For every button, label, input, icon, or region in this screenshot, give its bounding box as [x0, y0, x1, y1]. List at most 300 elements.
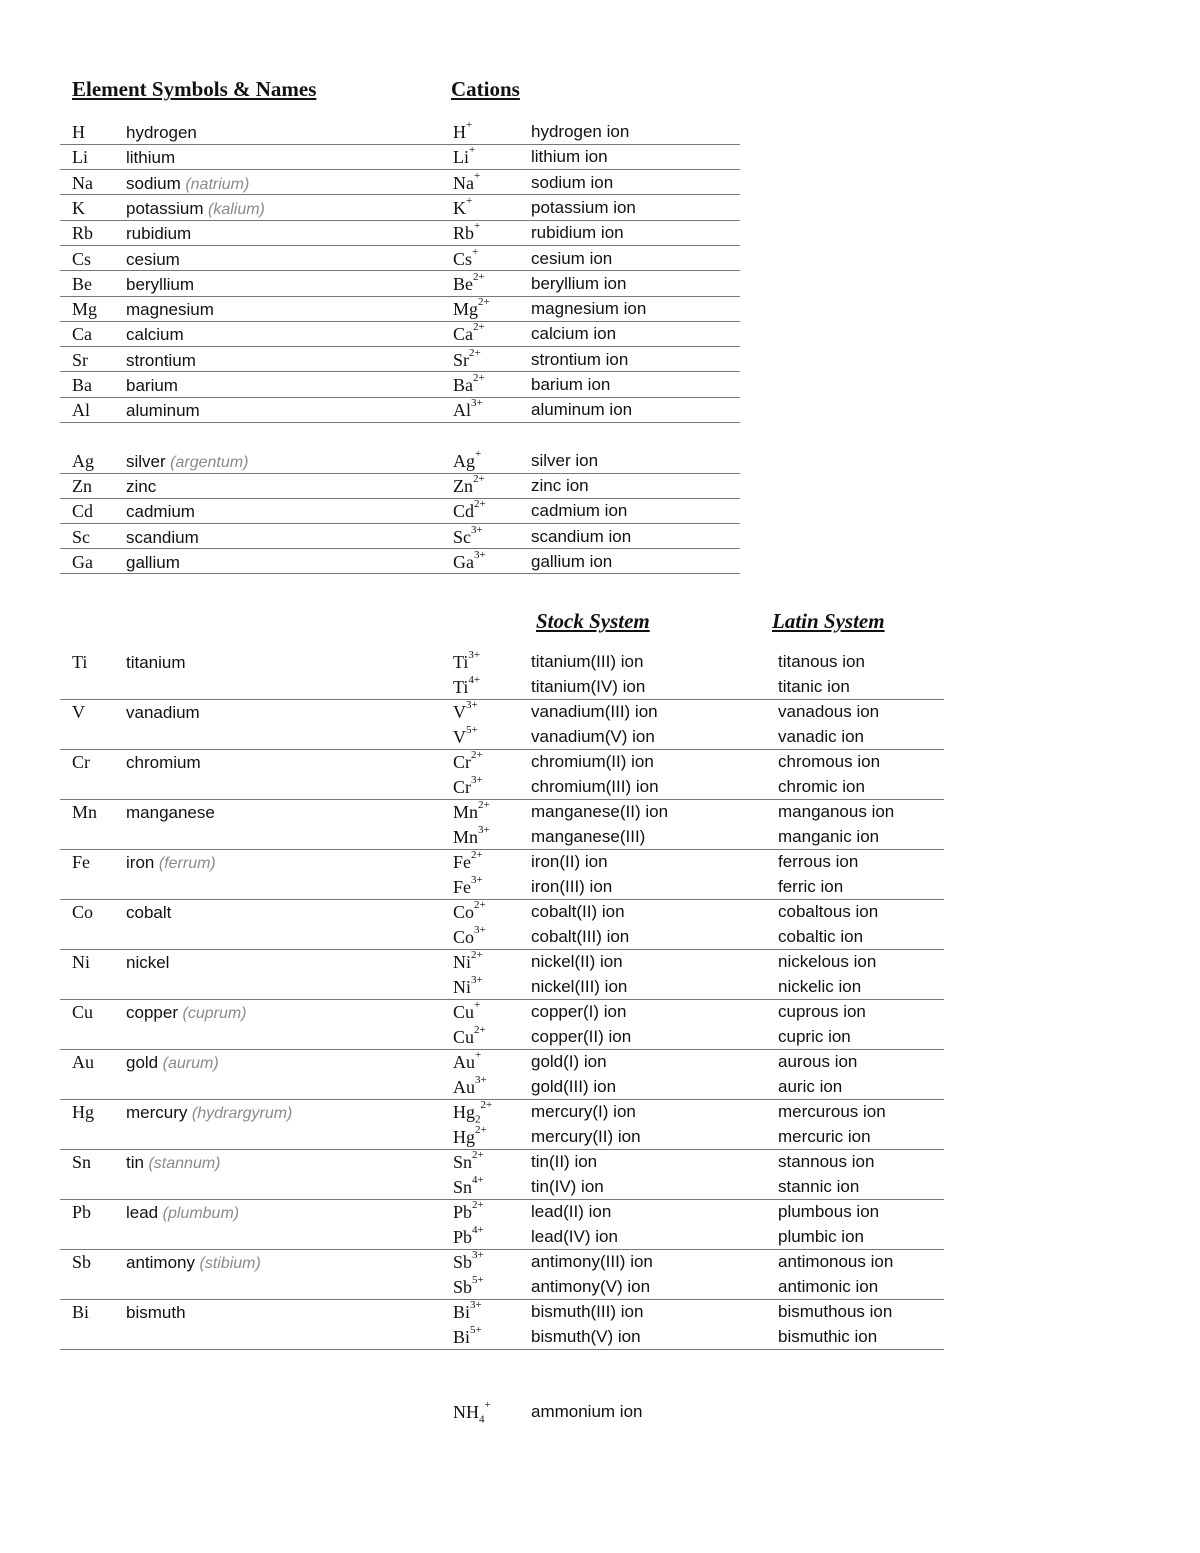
- element-symbol: V: [72, 702, 85, 722]
- table-row: [60, 1050, 944, 1100]
- ion-charge: 5+: [472, 1274, 484, 1286]
- ion-charge: +: [466, 194, 473, 207]
- element-name-cell: [126, 122, 197, 143]
- element-name-cell: [126, 527, 199, 548]
- element-name-cell: [126, 375, 178, 396]
- latin-name: (argentum): [170, 454, 249, 471]
- latin-system-name: antimonous ion: [778, 1252, 894, 1271]
- latin-system-name: cobaltous ion: [778, 902, 879, 921]
- element-symbol: Ca: [72, 324, 92, 345]
- element-name: gallium: [126, 552, 180, 572]
- latin-system-name: titanic ion: [778, 677, 850, 696]
- table-row: [60, 850, 944, 900]
- ion-charge: 2+: [472, 1199, 484, 1211]
- ion-name: zinc ion: [531, 476, 589, 496]
- ion-name: gallium ion: [531, 551, 613, 571]
- element-name-cell: [126, 1052, 219, 1074]
- ion-formula: [453, 799, 490, 822]
- table-row: [60, 800, 944, 850]
- element-name: manganese: [126, 803, 215, 822]
- element-symbol: Fe: [72, 852, 90, 872]
- element-name-cell: [126, 802, 215, 823]
- ion-formula: [453, 724, 478, 747]
- element-name-cell: [126, 1002, 247, 1024]
- ion-name: scandium ion: [531, 526, 632, 546]
- latin-system-name: chromic ion: [778, 777, 865, 796]
- stock-name: antimony(V) ion: [531, 1277, 651, 1296]
- ion-symbol: Ti: [453, 652, 469, 672]
- latin-name: (hydrargyrum): [191, 1105, 293, 1122]
- ion-symbol: Au: [453, 1077, 475, 1097]
- stock-name: titanium(III) ion: [531, 652, 644, 671]
- ion-symbol: Mn: [453, 827, 479, 847]
- ion-formula: [453, 220, 481, 244]
- table-row: [60, 525, 740, 550]
- stock-name: nickel(III) ion: [531, 977, 628, 996]
- latin-name: (aurum): [162, 1055, 219, 1072]
- latin-name: (stibium): [199, 1255, 261, 1272]
- ion-symbol: Ca: [453, 324, 473, 345]
- ion-formula: [453, 296, 490, 320]
- element-symbol: Au: [72, 1052, 94, 1072]
- ion-name: rubidium ion: [531, 223, 624, 243]
- latin-system-name: antimonic ion: [778, 1277, 879, 1296]
- element-name: cobalt: [126, 903, 172, 922]
- element-symbol: Ag: [72, 451, 94, 471]
- ion-symbol: Cs: [453, 248, 473, 269]
- ion-symbol: Fe: [453, 852, 471, 872]
- latin-system-name: ferric ion: [778, 877, 844, 896]
- ion-symbol: Sn: [453, 1177, 473, 1197]
- stock-name: copper(II) ion: [531, 1027, 632, 1046]
- stock-name: nickel(II) ion: [531, 952, 623, 971]
- ion-symbol: Cu: [453, 1027, 475, 1047]
- ion-charge: 2+: [469, 346, 481, 359]
- ion-symbol: Cu: [453, 1002, 475, 1022]
- element-name-cell: [126, 702, 200, 723]
- ion-formula: [453, 1049, 482, 1072]
- element-name-cell: [126, 173, 249, 195]
- ion-charge: 3+: [471, 397, 483, 410]
- element-name: lead: [126, 1203, 159, 1222]
- ion-name: barium ion: [531, 375, 611, 394]
- table-row: [60, 1200, 944, 1250]
- ion-name: cadmium ion: [531, 501, 628, 521]
- ion-formula: [453, 1174, 484, 1197]
- ion-symbol: Cr: [453, 752, 471, 772]
- ion-charge: +: [484, 1399, 491, 1411]
- ion-charge: 2+: [480, 1099, 493, 1111]
- ion-formula: [453, 245, 479, 269]
- ion-formula: [453, 346, 481, 370]
- ion-charge: 3+: [474, 548, 486, 561]
- latin-system-name: titanous ion: [778, 652, 865, 671]
- ion-symbol: Co: [453, 927, 475, 947]
- ion-charge: +: [472, 245, 479, 258]
- latin-system-name: stannic ion: [778, 1177, 860, 1196]
- element-name: calcium: [126, 325, 184, 345]
- table-row: [60, 1100, 944, 1150]
- ion-symbol: Hg: [453, 1102, 475, 1122]
- stock-name: copper(I) ion: [531, 1002, 627, 1021]
- latin-system-name: stannous ion: [778, 1152, 875, 1171]
- ion-charge: 2+: [475, 1124, 487, 1136]
- element-symbol: Co: [72, 902, 94, 922]
- stock-system-header: Stock System: [536, 609, 650, 633]
- element-name-cell: [126, 902, 171, 923]
- element-name-cell: [126, 299, 214, 320]
- ion-formula: [453, 824, 490, 847]
- ion-formula: [453, 270, 485, 294]
- element-name: copper: [126, 1003, 178, 1022]
- latin-system-name: cupric ion: [778, 1027, 851, 1046]
- stock-name: mercury(I) ion: [531, 1102, 636, 1121]
- element-symbol: Cr: [72, 752, 90, 772]
- stock-name: tin(II) ion: [531, 1152, 598, 1171]
- stock-name: lead(IV) ion: [531, 1227, 618, 1246]
- ion-name: hydrogen ion: [531, 122, 630, 141]
- ion-symbol: Co: [453, 902, 475, 922]
- element-name: sodium: [126, 173, 181, 193]
- ion-charge: 2+: [473, 321, 485, 334]
- latin-name: (plumbum): [162, 1205, 240, 1222]
- element-name: mercury: [126, 1103, 188, 1122]
- ion-formula: [453, 774, 483, 797]
- element-name-cell: [126, 147, 175, 168]
- ion-charge: 2+: [478, 296, 490, 309]
- element-name: magnesium: [126, 300, 214, 320]
- element-symbol: H: [72, 122, 85, 142]
- element-name: aluminum: [126, 401, 200, 421]
- ion-name: calcium ion: [531, 324, 617, 344]
- stock-name: tin(IV) ion: [531, 1177, 604, 1196]
- element-symbol: Sr: [72, 349, 89, 370]
- table-row: [60, 247, 740, 272]
- stock-name: titanium(IV) ion: [531, 677, 646, 696]
- latin-name: (natrium): [185, 175, 250, 193]
- ion-formula: [453, 1024, 486, 1047]
- table-row: [60, 171, 740, 196]
- ion-charge: 3+: [471, 974, 483, 986]
- ion-charge: 3+: [471, 523, 483, 536]
- ion-symbol: Pb: [453, 1202, 473, 1222]
- element-name-cell: [126, 451, 248, 473]
- stock-name: mercury(II) ion: [531, 1127, 641, 1146]
- ion-name: silver ion: [531, 451, 599, 470]
- element-symbol: Li: [72, 147, 88, 168]
- latin-system-name: nickelous ion: [778, 952, 877, 971]
- element-name-cell: [126, 552, 180, 573]
- ion-formula: [453, 321, 485, 345]
- ion-name: cesium ion: [531, 248, 613, 268]
- stock-name: iron(II) ion: [531, 852, 608, 871]
- ion-formula: [453, 397, 483, 421]
- ion-symbol: Cr: [453, 777, 471, 797]
- ion-charge: 3+: [470, 1299, 482, 1311]
- ion-charge: 2+: [474, 498, 486, 511]
- element-symbol: K: [72, 197, 85, 218]
- stock-name: lead(II) ion: [531, 1202, 612, 1221]
- element-name: lithium: [126, 148, 176, 168]
- stock-name: bismuth(V) ion: [531, 1327, 641, 1346]
- ion-charge: +: [474, 169, 481, 182]
- element-name-cell: [126, 752, 201, 773]
- element-name: iron: [126, 853, 155, 872]
- ion-symbol: K: [453, 197, 466, 218]
- element-name-cell: [126, 324, 184, 345]
- ion-formula: [453, 1124, 487, 1147]
- element-symbol: Sn: [72, 1152, 92, 1172]
- stock-name: cobalt(II) ion: [531, 902, 625, 921]
- latin-name: (stannum): [148, 1155, 221, 1172]
- element-symbol: Mn: [72, 802, 98, 822]
- ion-symbol: Sc: [453, 526, 471, 547]
- ion-charge: 3+: [474, 924, 486, 936]
- ion-symbol: Ba: [453, 375, 473, 395]
- element-name-cell: [126, 852, 216, 874]
- ion-charge: 5+: [466, 724, 478, 736]
- latin-system-name: plumbic ion: [778, 1227, 864, 1246]
- latin-system-name: vanadic ion: [778, 727, 865, 746]
- table-row: [60, 297, 740, 322]
- ion-symbol: Mn: [453, 802, 479, 822]
- ion-formula: [453, 372, 485, 395]
- ion-symbol: V: [453, 702, 466, 722]
- element-name: bismuth: [126, 1303, 186, 1322]
- ion-charge: 2+: [473, 372, 485, 384]
- table-row: [60, 1300, 944, 1350]
- latin-system-name: plumbous ion: [778, 1202, 880, 1221]
- ion-name: aluminum ion: [531, 400, 633, 420]
- element-symbol: Rb: [72, 223, 94, 244]
- ion-formula: [453, 523, 483, 547]
- element-name: silver: [126, 452, 166, 471]
- element-name-cell: [126, 652, 186, 673]
- table-row: [60, 750, 944, 800]
- table-row: [60, 499, 740, 524]
- latin-system-name: chromous ion: [778, 752, 881, 771]
- table-row: [60, 650, 944, 700]
- element-name-cell: [126, 274, 194, 295]
- element-name: barium: [126, 376, 178, 395]
- element-name-cell: [126, 1252, 261, 1274]
- ion-formula: [453, 924, 486, 947]
- ion-symbol: Ti: [453, 677, 469, 697]
- stock-name: vanadium(III) ion: [531, 702, 658, 721]
- ion-symbol: Bi: [453, 1302, 471, 1322]
- ion-charge: 2+: [473, 473, 485, 486]
- ion-symbol: Pb: [453, 1227, 473, 1247]
- table-row: [60, 272, 740, 297]
- stock-name: antimony(III) ion: [531, 1252, 653, 1271]
- ion-formula: [453, 849, 483, 872]
- element-symbol: Be: [72, 273, 92, 294]
- table-row: [60, 398, 740, 423]
- latin-system-name: nickelic ion: [778, 977, 862, 996]
- latin-system-name: mercuric ion: [778, 1127, 871, 1146]
- ion-charge: 4+: [472, 1174, 484, 1186]
- ion-symbol: Ag: [453, 451, 475, 471]
- ion-symbol: Ni: [453, 977, 471, 997]
- ion-formula: [453, 1399, 491, 1426]
- ion-symbol: NH: [453, 1402, 479, 1422]
- element-symbol: Hg: [72, 1102, 94, 1122]
- ion-charge: 2+: [472, 1149, 484, 1161]
- table-row: [60, 1250, 944, 1300]
- ion-charge: 2+: [473, 270, 485, 283]
- ion-formula: [453, 999, 481, 1022]
- element-symbol: Ba: [72, 375, 92, 395]
- element-name: scandium: [126, 527, 199, 547]
- element-name-cell: [126, 476, 156, 497]
- table-row: [60, 221, 740, 246]
- stock-name: bismuth(III) ion: [531, 1302, 644, 1321]
- latin-system-name: cuprous ion: [778, 1002, 866, 1021]
- stock-name: gold(I) ion: [531, 1052, 607, 1071]
- ion-charge: +: [474, 220, 481, 233]
- element-name-cell: [126, 1202, 239, 1224]
- table-row: [60, 120, 740, 145]
- table-row: [60, 449, 740, 474]
- ion-charge: 3+: [475, 1074, 487, 1086]
- element-symbol: Cs: [72, 248, 92, 269]
- ion-symbol: Bi: [453, 1327, 471, 1347]
- ion-charge: +: [466, 119, 473, 131]
- ion-formula: [453, 899, 486, 922]
- ion-formula: [453, 448, 482, 471]
- element-name: strontium: [126, 350, 196, 370]
- ion-symbol: Na: [453, 172, 474, 193]
- element-symbol: Sb: [72, 1252, 92, 1272]
- ion-symbol: Al: [453, 400, 471, 421]
- latin-system-name: bismuthic ion: [778, 1327, 878, 1346]
- ion-charge: 3+: [471, 774, 483, 786]
- ion-charge: 5+: [470, 1324, 482, 1336]
- latin-system-name: bismuthous ion: [778, 1302, 893, 1321]
- ion-formula: [453, 699, 478, 722]
- stock-name: cobalt(III) ion: [531, 927, 630, 946]
- ion-name: potassium ion: [531, 197, 636, 217]
- latin-system-name: vanadous ion: [778, 702, 880, 721]
- table-row: [60, 900, 944, 950]
- element-name: zinc: [126, 477, 157, 497]
- element-name: nickel: [126, 953, 170, 972]
- element-name-cell: [126, 223, 191, 244]
- element-symbol: Pb: [72, 1202, 92, 1222]
- element-name: hydrogen: [126, 123, 197, 142]
- ion-charge: 2+: [474, 1024, 486, 1036]
- ion-symbol: Li: [453, 147, 469, 168]
- element-name-cell: [126, 1152, 221, 1174]
- element-name-cell: [126, 249, 180, 270]
- ion-symbol: Hg: [453, 1127, 475, 1147]
- table-row: [60, 1000, 944, 1050]
- ion-charge: 3+: [471, 874, 483, 886]
- element-symbol: Ti: [72, 652, 88, 672]
- ion-formula: [453, 1249, 484, 1272]
- ion-formula: [453, 1274, 484, 1297]
- ion-symbol: Ni: [453, 952, 471, 972]
- elements-header: Element Symbols & Names: [72, 77, 317, 101]
- stock-name: chromium(III) ion: [531, 777, 659, 796]
- ion-formula: [453, 874, 483, 897]
- ion-symbol: V: [453, 727, 466, 747]
- ion-charge: 2+: [471, 849, 483, 861]
- stock-name: vanadium(V) ion: [531, 727, 655, 746]
- table-row: [60, 1150, 944, 1200]
- ion-formula: [453, 1324, 482, 1347]
- ion-formula: [453, 1299, 482, 1322]
- ion-name: beryllium ion: [531, 273, 627, 293]
- ion-formula: [453, 473, 485, 497]
- element-name: gold: [126, 1053, 159, 1072]
- ion-formula: [453, 194, 473, 218]
- ion-symbol: Rb: [453, 223, 475, 244]
- ion-formula: [453, 548, 486, 572]
- ion-charge: 3+: [468, 649, 481, 661]
- cations-header: Cations: [451, 77, 520, 101]
- latin-system-name: ferrous ion: [778, 852, 859, 871]
- element-symbol: Cd: [72, 501, 94, 522]
- element-name: rubidium: [126, 224, 192, 244]
- ion-formula: [453, 1074, 487, 1097]
- ion-symbol: Au: [453, 1052, 475, 1072]
- element-symbol: Ga: [72, 551, 93, 572]
- ion-symbol: Be: [453, 273, 473, 294]
- ion-name: strontium ion: [531, 349, 629, 369]
- ion-formula: [453, 649, 481, 672]
- ion-formula: [453, 1149, 484, 1172]
- element-name-cell: [126, 198, 265, 220]
- ion-charge: +: [475, 1049, 482, 1061]
- stock-name: chromium(II) ion: [531, 752, 654, 771]
- table-row: [60, 550, 740, 575]
- ion-symbol: Ga: [453, 551, 474, 572]
- ion-name: ammonium ion: [531, 1402, 643, 1421]
- table-row: [60, 950, 944, 1000]
- ion-charge: 2+: [471, 949, 483, 961]
- latin-name: (kalium): [207, 200, 265, 218]
- stock-name: manganese(II) ion: [531, 802, 669, 821]
- ion-symbol: Sb: [453, 1277, 473, 1297]
- ion-formula: [453, 949, 483, 972]
- table-row: [60, 322, 740, 347]
- ion-formula: [453, 674, 481, 697]
- ion-charge: 4+: [468, 674, 481, 686]
- ion-charge: 4+: [472, 1224, 484, 1236]
- element-name-cell: [126, 501, 195, 522]
- ion-subscript: 2: [475, 1113, 481, 1126]
- latin-name: (cuprum): [182, 1005, 247, 1022]
- element-name: cadmium: [126, 502, 195, 522]
- ion-charge: 2+: [471, 749, 483, 761]
- stock-name: iron(III) ion: [531, 877, 613, 896]
- ion-symbol: Sn: [453, 1152, 473, 1172]
- ion-formula: [453, 498, 486, 522]
- element-name: tin: [126, 1153, 144, 1172]
- element-name: antimony: [126, 1253, 195, 1272]
- ion-symbol: Zn: [453, 476, 473, 497]
- ion-formula: [453, 119, 473, 142]
- element-symbol: Sc: [72, 526, 90, 547]
- element-symbol: Ni: [72, 952, 90, 972]
- ion-charge: 3+: [466, 699, 478, 711]
- ion-symbol: Cd: [453, 501, 475, 522]
- ion-formula: [453, 169, 481, 193]
- ion-symbol: Fe: [453, 877, 471, 897]
- ion-subscript: 4: [479, 1413, 485, 1426]
- latin-system-name: aurous ion: [778, 1052, 858, 1071]
